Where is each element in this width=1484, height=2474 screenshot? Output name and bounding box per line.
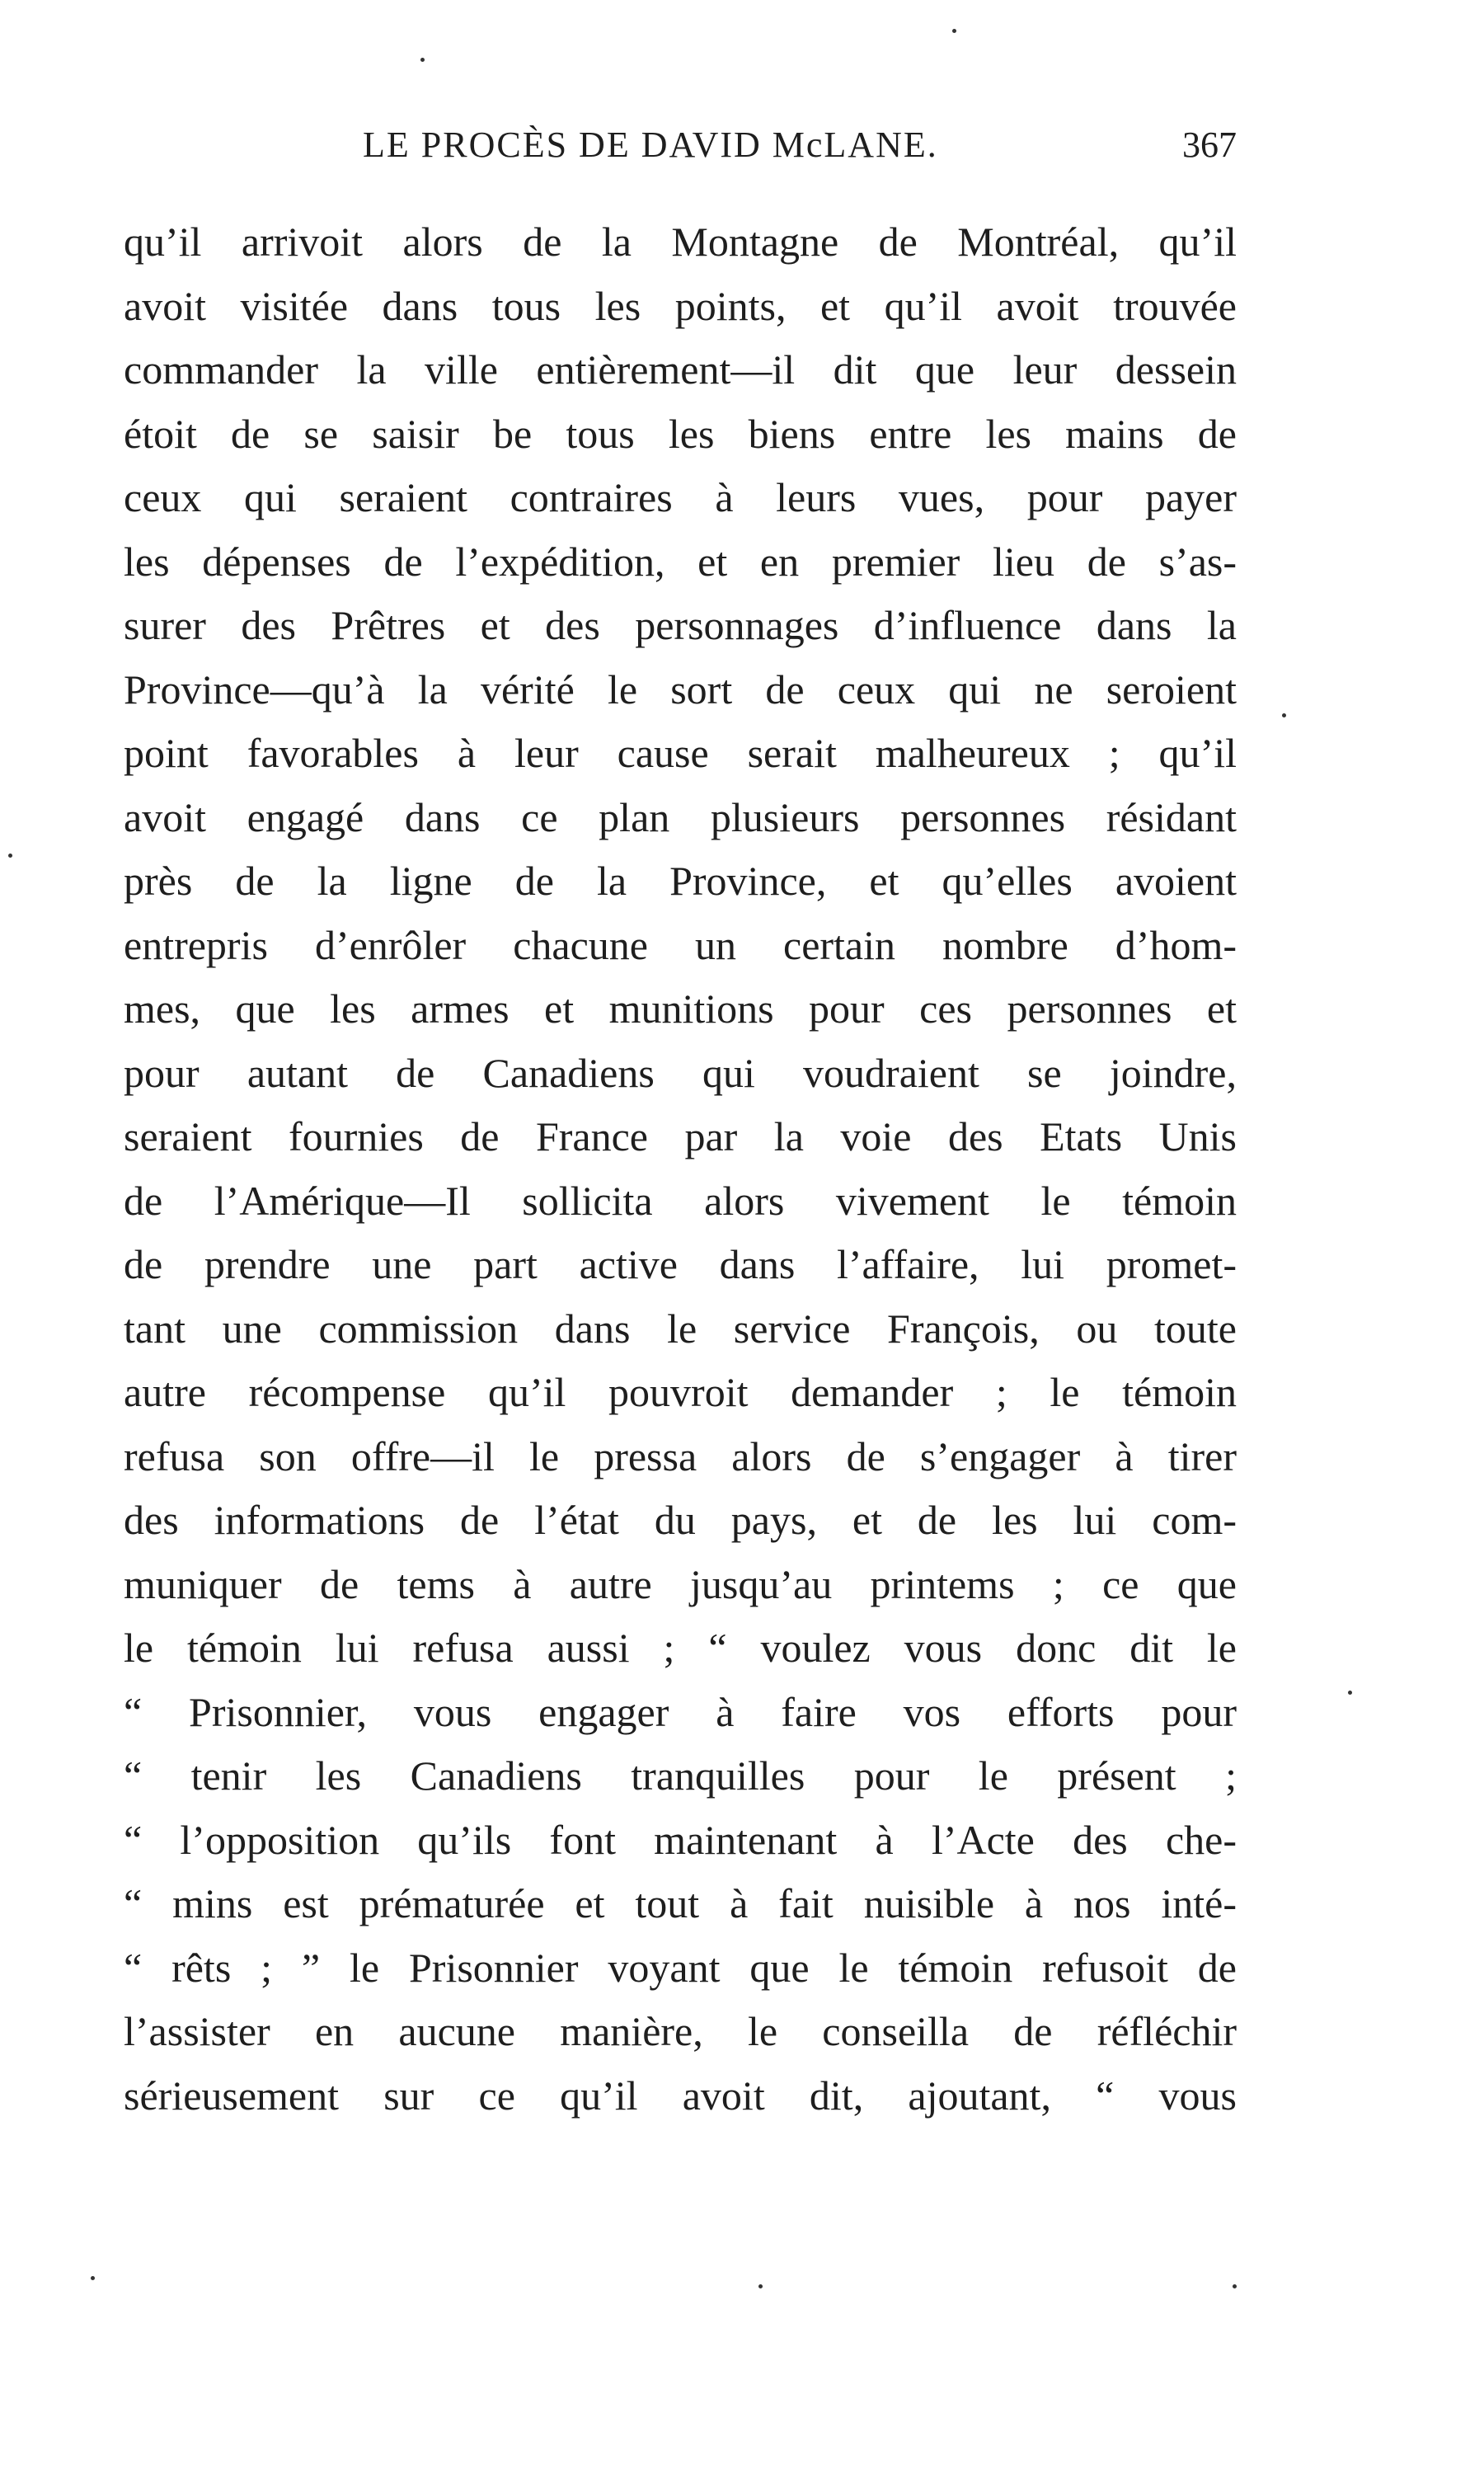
text-line: sérieusement sur ce qu’il avoit dit, ajoutant, “ vous xyxy=(124,2072,1237,2119)
text-line: tant une commission dans le service François, ou toute xyxy=(124,1305,1237,1352)
text-line: refusa son offre—il le pressa alors de s’engager à tirer xyxy=(124,1432,1237,1479)
text-line: commander la ville entièrement—il dit que leur dessein xyxy=(124,346,1237,393)
text-line: des informations de l’état du pays, et de les lui com- xyxy=(124,1497,1237,1543)
page-header xyxy=(124,124,1237,173)
text-line: “ rêts ; ” le Prisonnier voyant que le témoin refusoit de xyxy=(124,1944,1237,1991)
text-line: de l’Amérique—Il sollicita alors vivement le témoin xyxy=(124,1177,1237,1224)
text-line: de prendre une part active dans l’affaire, lui promet- xyxy=(124,1241,1237,1287)
text-line: “ mins est prématurée et tout à fait nuisible à nos inté- xyxy=(124,1880,1237,1926)
text-line: le témoin lui refusa aussi ; “ voulez vous donc dit le xyxy=(124,1625,1237,1671)
text-line: point favorables à leur cause serait malheureux ; qu’il xyxy=(124,730,1237,776)
scan-speck xyxy=(420,58,425,62)
text-line: entrepris d’enrôler chacune un certain nombre d’hom- xyxy=(124,921,1237,968)
text-line: les dépenses de l’expédition, et en premier lieu de s’as- xyxy=(124,538,1237,585)
text-line: pour autant de Canadiens qui voudraient se joindre, xyxy=(124,1049,1237,1096)
text-line: surer des Prêtres et des personnages d’influence dans la xyxy=(124,602,1237,648)
body-text xyxy=(124,210,1237,2128)
scan-speck xyxy=(1348,1691,1352,1695)
text-line: seraient fournies de France par la voie des Etats Unis xyxy=(124,1113,1237,1159)
text-line: muniquer de tems à autre jusqu’au printems ; ce que xyxy=(124,1560,1237,1607)
text-line: étoit de se saisir be tous les biens entre les mains de xyxy=(124,410,1237,457)
text-line: “ tenir les Canadiens tranquilles pour le présent ; xyxy=(124,1752,1237,1799)
text-line: autre récompense qu’il pouvroit demander ; le témoin xyxy=(124,1369,1237,1415)
text-line: “ Prisonnier, vous engager à faire vos efforts pour xyxy=(124,1688,1237,1735)
scan-speck xyxy=(8,854,12,858)
text-line: “ l’opposition qu’ils font maintenant à l’Acte des che- xyxy=(124,1816,1237,1863)
text-line: mes, que les armes et munitions pour ces personnes et xyxy=(124,985,1237,1032)
running-title: LE PROCÈS DE DAVID McLANE. xyxy=(363,125,938,165)
text-line: qu’il arrivoit alors de la Montagne de Montréal, qu’il xyxy=(124,219,1237,265)
scan-speck xyxy=(91,2276,95,2280)
scan-speck xyxy=(1233,2284,1237,2288)
text-line: ceux qui seraient contraires à leurs vues, pour payer xyxy=(124,474,1237,520)
scan-speck xyxy=(758,2284,763,2288)
text-line: Province—qu’à la vérité le sort de ceux qui ne seroient xyxy=(124,666,1237,713)
page-number: 367 xyxy=(1182,125,1237,165)
scan-speck xyxy=(952,29,956,33)
text-line: avoit visitée dans tous les points, et qu’il avoit trouvée xyxy=(124,282,1237,329)
text-line: avoit engagé dans ce plan plusieurs personnes résidant xyxy=(124,793,1237,840)
text-line: l’assister en aucune manière, le conseilla de réfléchir xyxy=(124,2008,1237,2054)
scan-speck xyxy=(1282,713,1286,717)
text-line: près de la ligne de la Province, et qu’elles avoient xyxy=(124,858,1237,904)
